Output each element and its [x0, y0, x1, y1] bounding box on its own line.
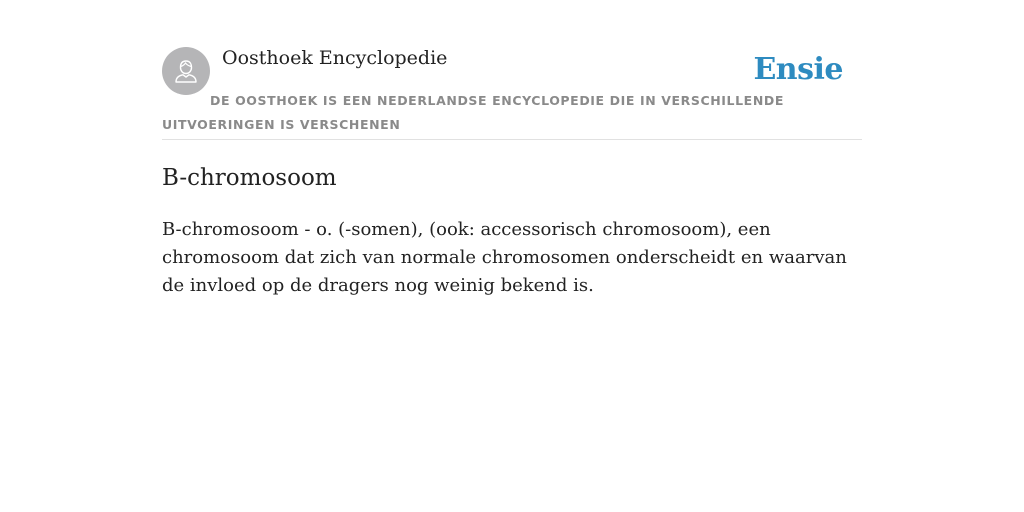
author-name[interactable]: Oosthoek Encyclopedie: [222, 47, 448, 69]
article-header: [162, 0, 862, 140]
page-title: B-chromosoom: [162, 165, 337, 191]
article-body: B-chromosoom - o. (-somen), (ook: accessorisch chromosoom), een chromosoom dat zich van normale chromosomen onderscheidt en waarvan de invloed op de dragers nog weinig bekend is.: [162, 219, 847, 296]
user-avatar-icon: [172, 57, 200, 85]
ensie-logo[interactable]: Ensie: [753, 52, 843, 87]
source-description: DE OOSTHOEK IS EEN NEDERLANDSE ENCYCLOPEDIE DIE IN VERSCHILLENDE UITVOERINGEN IS VERSCHENEN: [162, 93, 784, 132]
author-avatar[interactable]: [162, 47, 210, 95]
article-card: [162, 0, 862, 296]
